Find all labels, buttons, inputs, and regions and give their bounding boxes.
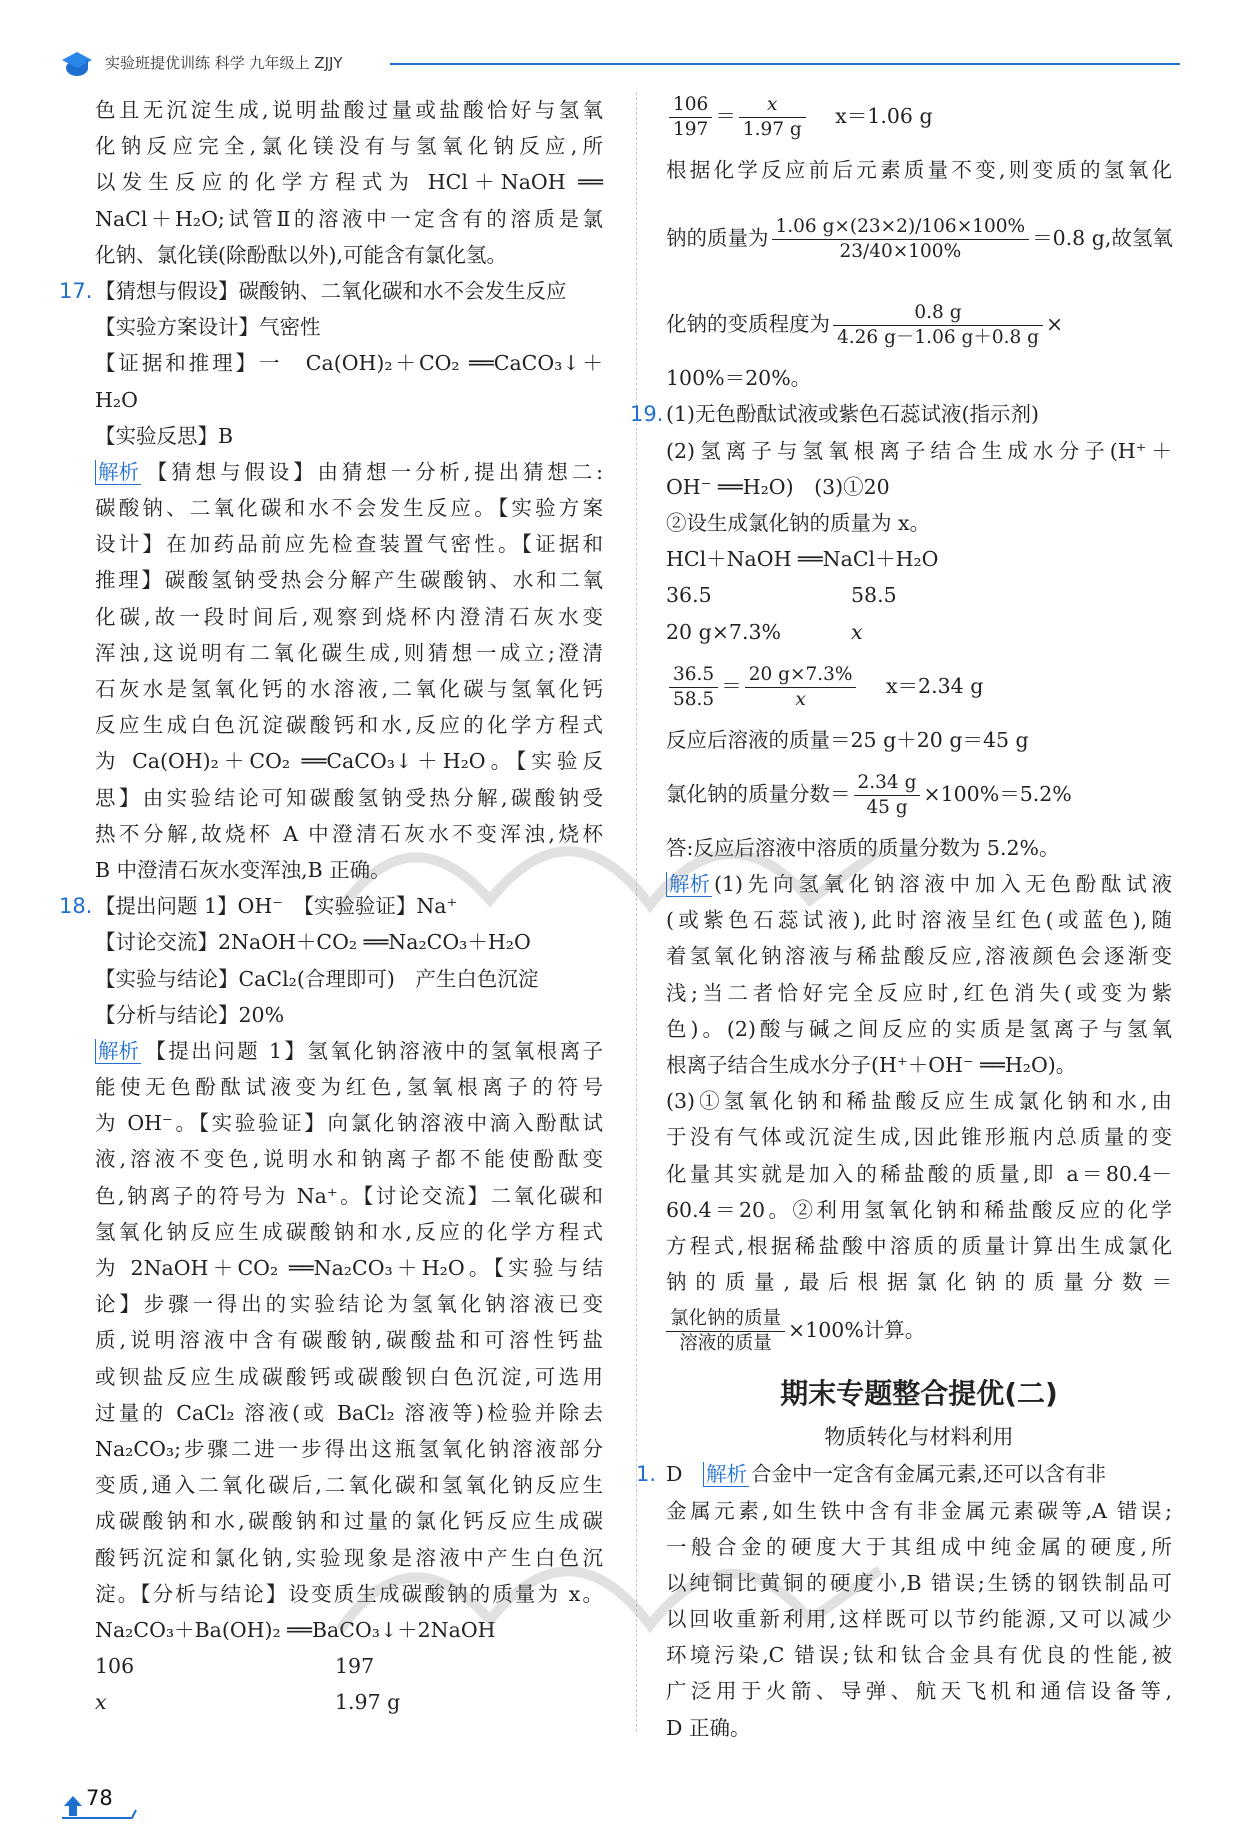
text-line: 100%＝20%。 [666, 366, 812, 391]
q17-line: 17. 【猜想与假设】碳酸钠、二氧化碳和水不会发生反应 [95, 273, 603, 309]
text-line: 【证据和推理】一 Ca(OH)₂＋CO₂ ══CaCO₃↓＋ [95, 351, 603, 376]
text-line: 浅;当二者恰好完全反应时,红色消失(或变为紫 [666, 980, 1172, 1005]
q18-line: 18. 【提出问题 1】OH⁻ 【实验验证】Na⁺ [95, 888, 603, 924]
equation-line: HCl＋NaOH ══NaCl＋H₂O [666, 547, 939, 572]
text-line: 答:反应后溶液中溶质的质量分数为 5.2%。 [666, 835, 1060, 860]
text-line: 淀。【分析与结论】设变质生成碳酸钠的质量为 x。 [95, 1581, 603, 1606]
question-number: 1. [636, 1462, 657, 1487]
text-line: 变质,通入二氧化碳后,二氧化碳和氢氧化钠反应生 [95, 1473, 603, 1498]
page-number: 78 [86, 1786, 113, 1810]
text-line: 化碳,故一段时间后,观察到烧杯内澄清石灰水变 [95, 604, 603, 629]
fraction: $\frac{36.5}{58.5}$ [669, 663, 718, 712]
section-title: 期末专题整合提优(二) [780, 1377, 1058, 1411]
text-line: 方程式,根据稀盐酸中溶质的质量计算出生成氯化 [666, 1233, 1172, 1258]
text-line: (或紫色石蕊试液),此时溶液呈红色(或蓝色),随 [666, 908, 1172, 933]
text-line: 过量的 CaCl₂ 溶液(或 BaCl₂ 溶液等)检验并除去 [95, 1400, 603, 1425]
text-line: 【实验反思】B [95, 423, 234, 448]
degree-line: 化钠的变质程度为 $\frac{0.8 g}{4.26 g-1.06 g+0.8 g}$ × [666, 302, 1064, 349]
text-line: 【讨论交流】2NaOH＋CO₂ ══Na₂CO₃＋H₂O [95, 930, 531, 955]
text-line: 或钡盐反应生成碳酸钙或碳酸钡白色沉淀,可选用 [95, 1364, 603, 1389]
section-subtitle: 物质转化与材料利用 [824, 1425, 1014, 1450]
text-line: 于没有气体或沉淀生成,因此锥形瓶内总质量的变 [666, 1125, 1172, 1150]
header-rule [390, 63, 1180, 65]
text-line: OH⁻ ══H₂O) (3)①20 [666, 474, 890, 499]
text-line: 60.4＝20。②利用氢氧化钠和稀盐酸反应的化学 [666, 1197, 1172, 1222]
text-line: 根据化学反应前后元素质量不变,则变质的氢氧化 [666, 158, 1172, 182]
calc-line: 36.5 58.5 [666, 583, 897, 608]
text-line: 热不分解,故烧杯 A 中澄清石灰水不变浑浊,烧杯 [95, 821, 603, 846]
text-line: B 中澄清石灰水变浑浊,B 正确。 [95, 857, 391, 882]
page-number-badge [60, 1778, 140, 1822]
calc-line: x 1.97 g [95, 1690, 401, 1715]
text-line: 液,溶液不变色,说明水和钠离子都不能使酚酞变 [95, 1147, 603, 1172]
fraction: $\frac{2.34 g}{45 g}$ [854, 771, 921, 820]
text-line: (3)①氢氧化钠和稀盐酸反应生成氯化钠和水,由 [666, 1089, 1172, 1114]
equation-line: Na₂CO₃＋Ba(OH)₂ ══BaCO₃↓＋2NaOH [95, 1617, 496, 1642]
analysis-tag: 解析 [95, 1039, 141, 1064]
text-line: H₂O [95, 387, 138, 412]
text-line: 以发生反应的化学方程式为 HCl＋NaOH ══ [95, 170, 603, 195]
text-line: 色且无沉淀生成,说明盐酸过量或盐酸恰好与氢氧 [95, 98, 603, 122]
fraction: $\frac{x}{1.97 g}$ [739, 93, 806, 142]
text-line: 为 OH⁻。【实验验证】向氯化钠溶液中滴入酚酞试 [95, 1111, 603, 1136]
calc-line: 20 g×7.3% x [666, 619, 863, 644]
text-line: 【实验方案设计】气密性 [95, 315, 321, 340]
text-line: Na₂CO₃;步骤二进一步得出这瓶氢氧化钠溶液部分 [95, 1436, 603, 1461]
text-line: 化钠反应完全,氯化镁没有与氢氧化钠反应,所 [95, 134, 603, 159]
q19-line: 19. (1)无色酚酞试液或紫色石蕊试液(指示剂) [666, 396, 1172, 432]
analysis-line: 解析 (1)先向氢氧化钠溶液中加入无色酚酞试液 [666, 866, 1172, 902]
answer: D [666, 1462, 683, 1487]
text-line: 以回收重新利用,这样既可以节约能源,又可以减少 [666, 1607, 1172, 1632]
calc-line: 106 197 [95, 1654, 375, 1679]
text-line: (2)氢离子与氢氧根离子结合生成水分子(H⁺＋ [666, 438, 1172, 463]
text-line: 广泛用于火箭、导弹、航天飞机和通信设备等, [666, 1679, 1172, 1704]
text-line: D 正确。 [666, 1715, 751, 1740]
text-line: NaCl＋H₂O;试管Ⅱ的溶液中一定含有的溶质是氯 [95, 206, 603, 231]
left-column [59, 92, 603, 1720]
text-line: 浑浊,这说明有二氧化碳生成,则猜想一成立;澄清 [95, 640, 603, 665]
text-line: 根离子结合生成水分子(H⁺＋OH⁻ ══H₂O)。 [666, 1053, 1077, 1077]
text-line: 反应生成白色沉淀碳酸钙和水,反应的化学方程式 [95, 713, 603, 738]
text-line: 色)。(2)酸与碱之间反应的实质是氢离子与氢氧 [666, 1016, 1172, 1041]
text-line: 色,钠离子的符号为 Na⁺。【讨论交流】二氧化碳和 [95, 1183, 603, 1208]
analysis-tag: 解析 [95, 460, 141, 485]
header-title: 实验班提优训练 科学 九年级上 ZJJY [105, 54, 343, 72]
fraction-line: 氯化钠的质量分数＝ $\frac{2.34 g}{45 g}$ ×100%＝5.2% [666, 771, 1072, 818]
text-line: 化钠、氯化镁(除酚酞以外),可能含有氯化氢。 [95, 242, 508, 267]
fraction: $\frac{20 g\times 7.3\%}{x}$ [745, 663, 857, 712]
fraction-line: $\frac{\text{氯化钠的质量}}{\text{溶液的质量}}$ ×100%计算。 [666, 1294, 1172, 1366]
text-line: 质,说明溶液中含有碳酸钠,碳酸盐和可溶性钙盐 [95, 1328, 603, 1353]
text-line: ②设生成氯化钠的质量为 x。 [666, 510, 931, 535]
text-line: 酸钙沉淀和氯化钠,实验现象是溶液中产生白色沉 [95, 1545, 603, 1570]
q1-line: 1. D 解析 合金中一定含有金属元素,还可以含有非 [666, 1456, 1172, 1492]
fraction: $\frac{\text{氯化钠的质量}}{\text{溶液的质量}}$ [666, 1307, 785, 1356]
analysis-tag: 解析 [703, 1462, 749, 1487]
analysis-tag: 解析 [666, 872, 712, 897]
question-number: 17. [59, 278, 93, 303]
fraction: $\frac{106}{197}$ [669, 93, 712, 142]
text-line: 一般合金的硬度大于其组成中纯金属的硬度,所 [666, 1534, 1172, 1559]
graduation-cap-icon [60, 46, 94, 80]
text-line: 为 Ca(OH)₂＋CO₂ ══CaCO₃↓＋H₂O。【实验反 [95, 749, 603, 774]
text-line: 氢氧化钠反应生成碳酸钠和水,反应的化学方程式 [95, 1219, 603, 1244]
text-line: 钠的质量,最后根据氯化钠的质量分数＝ [666, 1270, 1172, 1295]
text-line: 以纯铜比黄铜的硬度小,B 错误;生锈的钢铁制品可 [666, 1570, 1172, 1595]
text-line: 推理】碳酸氢钠受热会分解产生碳酸钠、水和二氧 [95, 568, 603, 593]
text-line: 设计】在加药品前应先检查装置气密性。【证据和 [95, 532, 603, 557]
text-line: 化量其实就是加入的稀盐酸的质量,即 a＝80.4－ [666, 1161, 1172, 1186]
analysis-line: 解析 【提出问题 1】氢氧化钠溶液中的氢氧根离子 [95, 1033, 603, 1069]
right-column [630, 92, 1173, 1746]
na-mass-line: 钠的质量为 $\frac{1.06 g\times(23\times 2)/106\times 100\%}{23/40\times 100\%}$ ＝0.8 g,故氢氧 [666, 216, 1173, 263]
text-line: 着氢氧化钠溶液与稀盐酸反应,溶液颜色会逐渐变 [666, 944, 1172, 969]
text-line: 【实验与结论】CaCl₂(合理即可) 产生白色沉淀 [95, 966, 539, 991]
analysis-line: 解析 【猜想与假设】由猜想一分析,提出猜想二: [95, 454, 603, 490]
text-line: 为 2NaOH＋CO₂ ══Na₂CO₃＋H₂O。【实验与结 [95, 1256, 603, 1280]
text-line: 碳酸钠、二氧化碳和水不会发生反应。【实验方案 [95, 496, 603, 521]
text-line: 成碳酸钠和水,碳酸钠和过量的氯化钙反应生成碳 [95, 1509, 603, 1534]
text-line: 金属元素,如生铁中含有非金属元素碳等,A 错误; [666, 1498, 1172, 1523]
question-number: 18. [59, 894, 93, 919]
text-line: 反应后溶液的质量＝25 g＋20 g＝45 g [666, 727, 1029, 752]
text-line: 环境污染,C 错误;钛和钛合金具有优良的性能,被 [666, 1643, 1172, 1668]
text-line: 能使无色酚酞试液变为红色,氢氧根离子的符号 [95, 1075, 603, 1100]
ratio-line: $\frac{106}{197}$ ＝ $\frac{x}{1.97 g}$ x＝1.06 g [666, 80, 1172, 152]
fraction: $\frac{0.8 g}{4.26 g-1.06 g+0.8 g}$ [833, 301, 1043, 350]
text-line: 论】步骤一得出的实验结论为氢氧化钠溶液已变 [95, 1292, 603, 1317]
question-number: 19. [630, 402, 664, 427]
ratio-line: $\frac{36.5}{58.5}$ ＝ $\frac{20 g\times 7.3\%}{x}$ x＝2.34 g [666, 650, 1172, 722]
text-line: 石灰水是氢氧化钙的水溶液,二氧化碳与氢氧化钙 [95, 677, 603, 701]
text-line: 思】由实验结论可知碳酸氢钠受热分解,碳酸钠受 [95, 785, 603, 810]
text-line: 【分析与结论】20% [95, 1002, 285, 1027]
fraction: $\frac{1.06 g\times(23\times 2)/106\times 100\%}{23/40\times 100\%}$ [772, 215, 1030, 264]
